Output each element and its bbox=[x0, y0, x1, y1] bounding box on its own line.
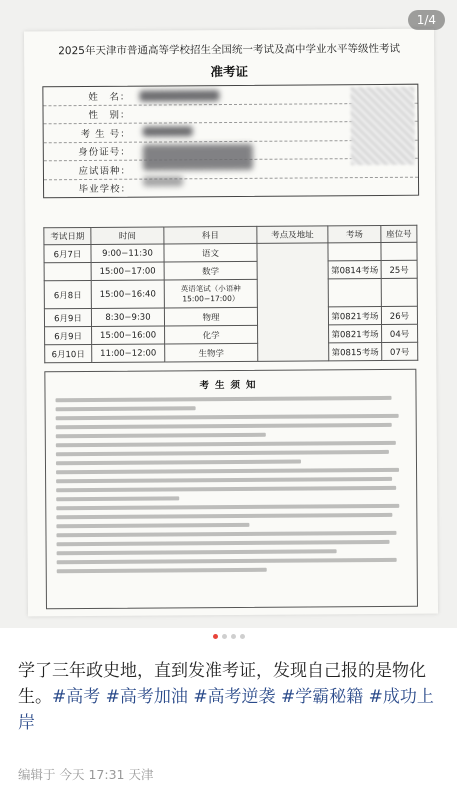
exam-subject: 英语笔试（小语种15:00−17:00） bbox=[164, 279, 257, 308]
carousel-dot-active[interactable] bbox=[213, 634, 218, 639]
carousel-indicator[interactable] bbox=[0, 631, 457, 641]
carousel-dot[interactable] bbox=[222, 634, 227, 639]
exam-date: 6月9日 bbox=[45, 326, 92, 344]
exam-subject: 物理 bbox=[164, 307, 257, 326]
carousel-dot[interactable] bbox=[231, 634, 236, 639]
exam-seat bbox=[381, 242, 417, 260]
info-label: 姓 名： bbox=[88, 91, 131, 103]
exam-date: 6月8日 bbox=[44, 280, 91, 308]
exam-time: 8:30−9:30 bbox=[91, 308, 164, 327]
exam-seat: 04号 bbox=[382, 324, 418, 342]
exam-seat bbox=[381, 278, 417, 306]
notice-text-line bbox=[56, 423, 392, 429]
notice-title: 考生须知 bbox=[199, 379, 262, 392]
exam-subject: 生物学 bbox=[165, 343, 258, 362]
notice-text-line bbox=[56, 414, 399, 420]
exam-subject: 语文 bbox=[164, 243, 257, 262]
exam-seat: 26号 bbox=[381, 306, 417, 324]
notice-text-line bbox=[56, 513, 392, 519]
exam-room: 第0821考场 bbox=[328, 306, 381, 324]
exam-room: 第0815考场 bbox=[329, 342, 382, 360]
hashtag-link[interactable]: #高考逆袭 bbox=[193, 687, 276, 707]
notice-text-line bbox=[57, 540, 390, 546]
notice-text-line bbox=[56, 531, 396, 537]
table-row bbox=[45, 342, 418, 363]
document-title: 2025年天津市普通高等学校招生全国统一考试及高中学业水平等级性考试 bbox=[58, 42, 400, 58]
notice-text-line bbox=[56, 450, 389, 456]
notice-text-line bbox=[56, 460, 301, 466]
table-header: 科目 bbox=[164, 226, 257, 244]
table-row bbox=[44, 278, 417, 309]
exam-notice-box bbox=[44, 369, 418, 610]
hashtag-link[interactable]: #成功上岸 bbox=[18, 687, 434, 733]
exam-time: 15:00−16:40 bbox=[91, 280, 164, 309]
exam-seat: 25号 bbox=[381, 260, 417, 278]
carousel-dot[interactable] bbox=[240, 634, 245, 639]
notice-text-line bbox=[56, 504, 399, 510]
info-label: 性 别： bbox=[88, 109, 131, 122]
student-photo-blurred bbox=[350, 87, 415, 165]
table-header: 时间 bbox=[91, 227, 164, 245]
redaction-blur bbox=[143, 176, 183, 186]
table-header: 座位号 bbox=[381, 225, 417, 242]
notice-text-line bbox=[56, 433, 266, 438]
document-subtitle: 准考证 bbox=[210, 63, 249, 80]
info-label: 应试语种： bbox=[78, 165, 131, 177]
admission-ticket-photo bbox=[24, 29, 438, 617]
exam-room bbox=[328, 278, 381, 306]
exam-venue-blurred bbox=[257, 243, 329, 361]
exam-subject: 化学 bbox=[165, 325, 258, 344]
hashtag-link[interactable]: #学霸秘籍 bbox=[280, 687, 364, 707]
edit-timestamp: 编辑于 今天 17:31 天津 bbox=[18, 767, 154, 782]
info-label: 毕业学校： bbox=[78, 183, 132, 196]
hashtag-link[interactable]: #高考 bbox=[52, 687, 101, 707]
hashtag-link[interactable]: #高考加油 bbox=[105, 687, 188, 707]
exam-schedule-table bbox=[43, 225, 418, 364]
exam-room: 第0814考场 bbox=[328, 260, 381, 278]
exam-time: 11:00−12:00 bbox=[92, 344, 165, 363]
redaction-blur bbox=[143, 126, 193, 136]
notice-text-line bbox=[57, 549, 337, 555]
exam-date: 6月9日 bbox=[44, 308, 91, 326]
caption-text: 学了三年政史地，直到发准考证，发现自己报的是物化生。 bbox=[18, 661, 426, 707]
exam-room: 第0821考场 bbox=[329, 324, 382, 342]
notice-text-line bbox=[56, 441, 396, 447]
info-row bbox=[44, 177, 418, 197]
exam-date: 6月10日 bbox=[45, 344, 92, 362]
exam-room bbox=[328, 242, 381, 260]
exam-time: 15:00−17:00 bbox=[91, 262, 164, 281]
info-label: 考 生 号： bbox=[80, 128, 131, 140]
notice-text-line bbox=[56, 406, 196, 411]
notice-text-line bbox=[56, 396, 392, 402]
redaction-blur bbox=[139, 90, 219, 102]
info-label: 身份证号： bbox=[78, 146, 131, 159]
notice-text-line bbox=[56, 477, 392, 483]
exam-date bbox=[44, 262, 91, 280]
exam-time: 9:00−11:30 bbox=[91, 244, 164, 263]
exam-seat: 07号 bbox=[382, 342, 418, 360]
notice-text-line bbox=[56, 486, 396, 492]
image-counter-badge: 1/4 bbox=[408, 10, 445, 30]
redaction-blur bbox=[143, 144, 253, 171]
table-header: 考试日期 bbox=[44, 227, 91, 244]
notice-text-line bbox=[56, 468, 399, 474]
table-header: 考点及地址 bbox=[257, 226, 328, 243]
exam-date: 6月7日 bbox=[44, 244, 91, 262]
exam-subject: 数学 bbox=[164, 261, 257, 280]
post-caption bbox=[18, 658, 443, 736]
notice-text-line bbox=[57, 558, 397, 564]
notice-text-line bbox=[56, 523, 249, 528]
notice-text-line bbox=[57, 568, 267, 573]
table-header: 考场 bbox=[328, 225, 381, 242]
notice-text-line bbox=[56, 496, 179, 501]
exam-time: 15:00−16:00 bbox=[92, 326, 165, 345]
